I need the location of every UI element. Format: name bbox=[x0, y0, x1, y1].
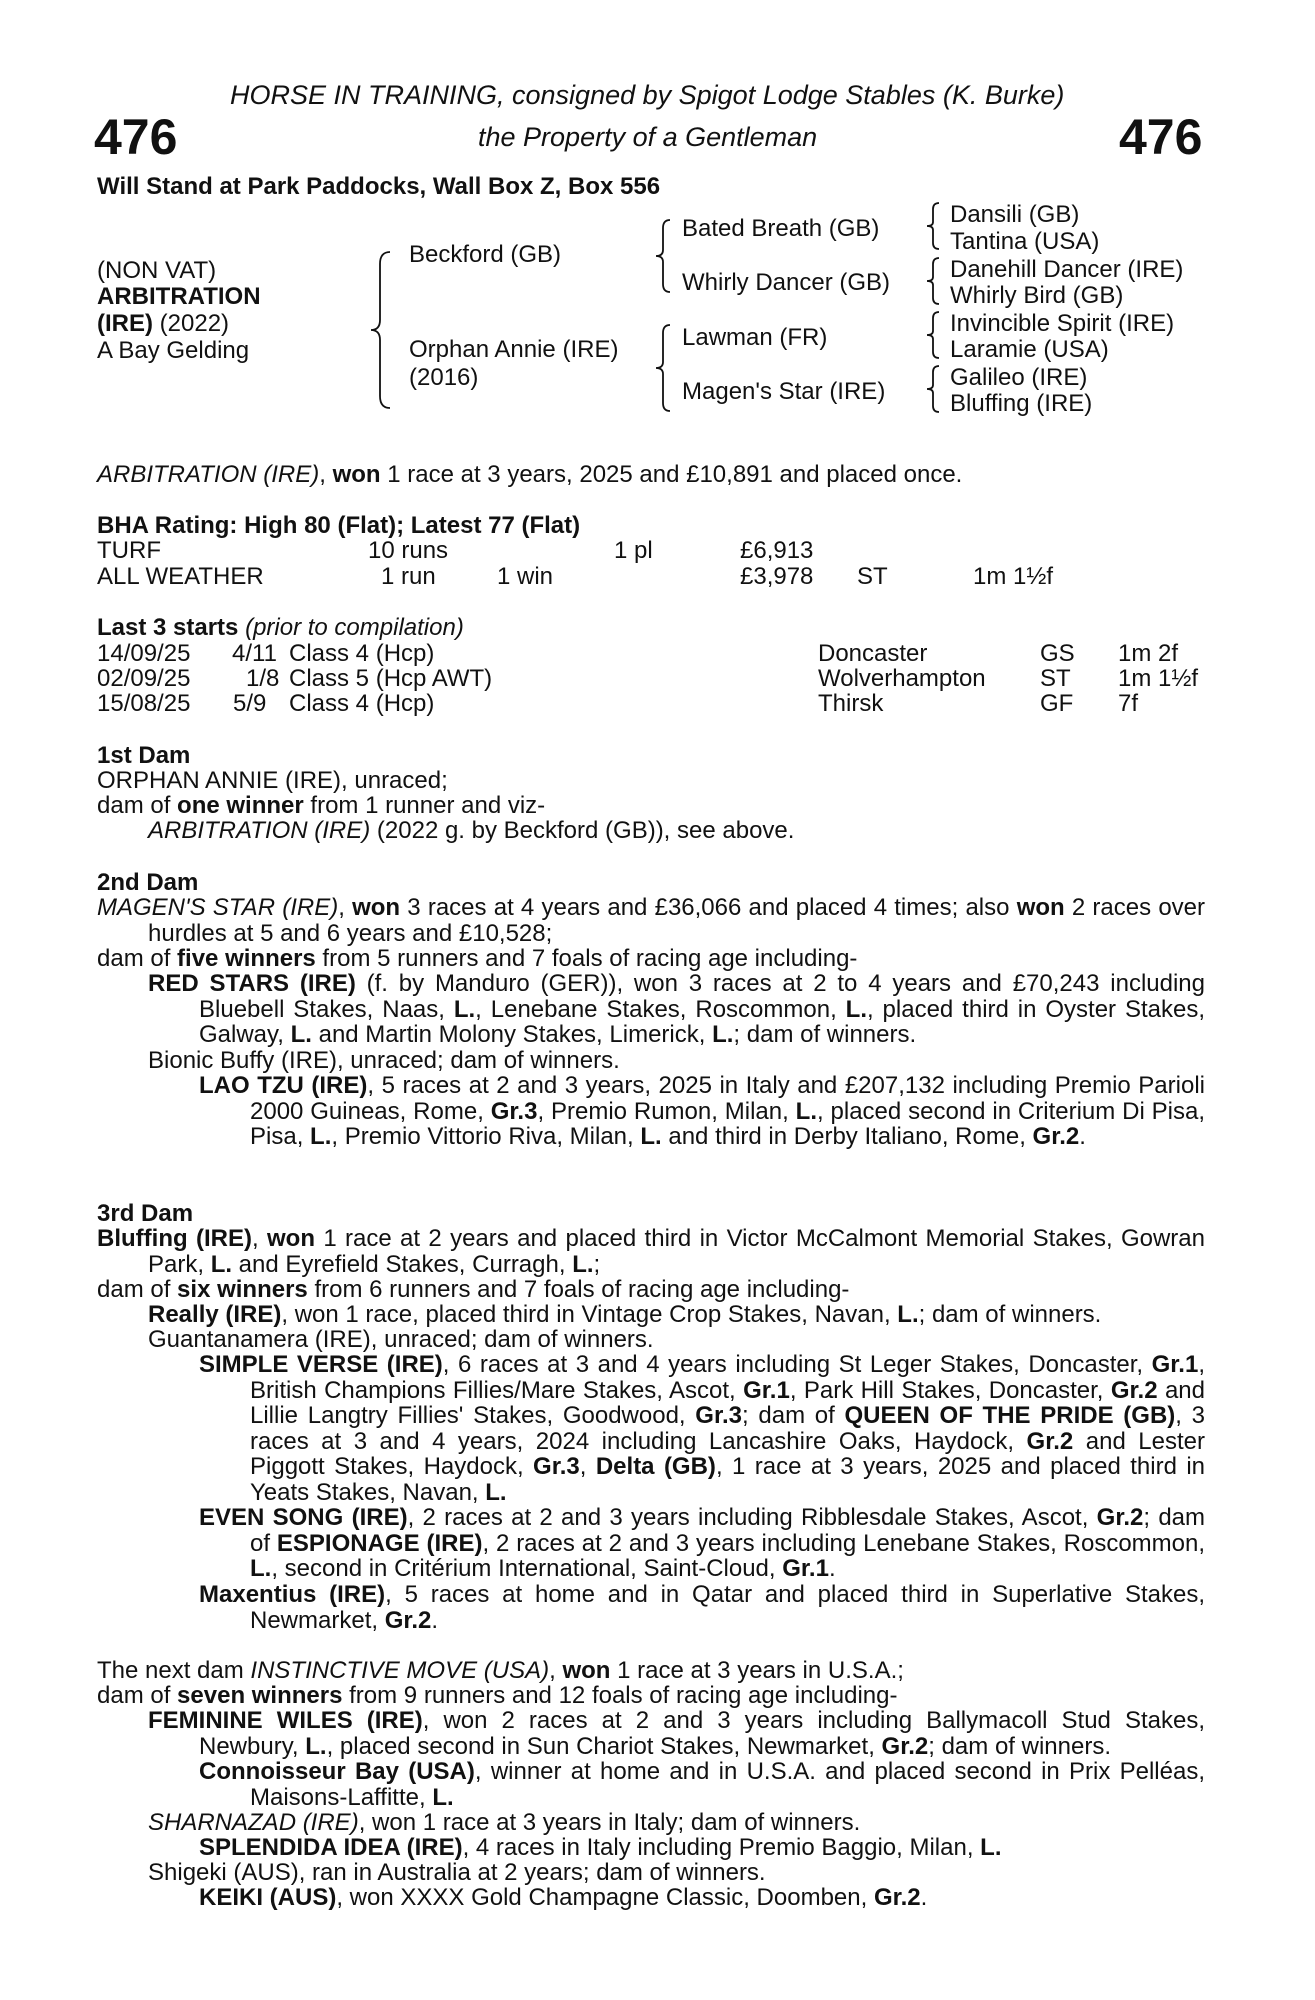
offspring-guantanamera: Guantanamera (IRE), unraced; dam of winners. bbox=[148, 1326, 654, 1353]
dam-name: INSTINCTIVE MOVE (USA) bbox=[250, 1657, 550, 1684]
text: , bbox=[251, 1225, 267, 1252]
first-dam-offspring bbox=[148, 818, 794, 844]
text: , winner at home and in U.S.A. and placed second in Prix Pelléas, Maisons-Laffitte, bbox=[250, 1758, 1206, 1811]
starts-heading bbox=[97, 615, 464, 641]
pedigree-brace-g1 bbox=[925, 201, 941, 251]
grade: L. bbox=[795, 1097, 817, 1125]
offspring-keiki bbox=[199, 1885, 927, 1911]
offspring-name: KEIKI (AUS) bbox=[199, 1884, 337, 1911]
text: from 5 runners and 7 foals of racing age including- bbox=[315, 945, 858, 972]
grade: L. bbox=[980, 1834, 1002, 1861]
text: dam of bbox=[97, 1276, 178, 1303]
offspring-name: Really (IRE) bbox=[148, 1301, 282, 1328]
sire-sire: Bated Breath (GB) bbox=[682, 215, 880, 242]
text: , won 2 races at 2 and 3 years including Ballymacoll Stud Stakes, Newbury, bbox=[199, 1707, 1205, 1760]
grade: L. bbox=[210, 1250, 233, 1278]
text: , Park Hill Stakes, Doncaster, bbox=[789, 1376, 1111, 1404]
text: ; dam of winners. bbox=[928, 1732, 1111, 1760]
pedigree-brace-main bbox=[368, 250, 394, 410]
grade: Gr.3 bbox=[695, 1402, 742, 1429]
grand-8: Bluffing (IRE) bbox=[950, 390, 1093, 417]
won-label: won bbox=[1016, 894, 1065, 921]
grade: L. bbox=[640, 1123, 662, 1150]
text: 2 races over hurdles at 5 and 6 years and £10,528; bbox=[148, 894, 1206, 947]
text: and third in Derby Italiano, Rome, bbox=[661, 1123, 1033, 1150]
offspring-red-stars bbox=[148, 971, 1205, 1048]
start-course: Wolverhampton bbox=[818, 665, 986, 692]
offspring-name: Delta (GB) bbox=[595, 1453, 716, 1480]
dam-year: (2016) bbox=[409, 364, 479, 391]
offspring-name: SIMPLE VERSE (IRE) bbox=[199, 1351, 443, 1378]
grade: L. bbox=[250, 1555, 272, 1582]
offspring-name: Connoisseur Bay (USA) bbox=[199, 1758, 475, 1785]
dam-dam: Magen's Star (IRE) bbox=[682, 378, 886, 405]
horse-description: A Bay Gelding bbox=[97, 337, 250, 364]
offspring-name: Maxentius (IRE) bbox=[199, 1581, 386, 1608]
start-distance: 1m 2f bbox=[1118, 640, 1179, 667]
second-dam-title: 2nd Dam bbox=[97, 869, 199, 896]
sire: Beckford (GB) bbox=[409, 241, 562, 268]
offspring-lao-tzu bbox=[199, 1073, 1205, 1150]
grade: L. bbox=[453, 995, 476, 1023]
grand-4: Whirly Bird (GB) bbox=[950, 282, 1124, 309]
winners-count: six winners bbox=[177, 1276, 308, 1303]
offspring-name: FEMININE WILES (IRE) bbox=[148, 1707, 423, 1734]
grand-3: Danehill Dancer (IRE) bbox=[950, 256, 1184, 283]
text: . bbox=[431, 1606, 439, 1634]
grade: L. bbox=[845, 995, 867, 1023]
grade: Gr.3 bbox=[533, 1453, 580, 1480]
third-dam-title: 3rd Dam bbox=[97, 1200, 194, 1227]
offspring-sharnazad bbox=[148, 1810, 860, 1836]
offspring-bionic-buffy: Bionic Buffy (IRE), unraced; dam of winners. bbox=[148, 1047, 620, 1074]
text: ; dam of winners. bbox=[918, 1301, 1102, 1328]
text: ; dam of winners. bbox=[733, 1021, 917, 1048]
start-class: Class 4 (Hcp) bbox=[289, 640, 435, 667]
second-dam-produce bbox=[97, 946, 857, 972]
vat-status: (NON VAT) bbox=[97, 257, 217, 284]
grade: Gr.2 bbox=[384, 1606, 432, 1634]
text: and Martin Molony Stakes, Limerick, bbox=[311, 1021, 713, 1048]
grade: L. bbox=[485, 1478, 507, 1506]
grade: Gr.2 bbox=[1026, 1427, 1074, 1455]
text: . bbox=[920, 1884, 928, 1911]
grand-5: Invincible Spirit (IRE) bbox=[950, 310, 1175, 337]
pedigree-brace-g2 bbox=[925, 256, 941, 306]
offspring-connoisseur-bay bbox=[199, 1759, 1205, 1810]
text: . bbox=[828, 1555, 836, 1582]
start-position: 5/9 bbox=[233, 690, 267, 717]
dam-name: Bluffing (IRE) bbox=[97, 1225, 252, 1252]
text: , bbox=[549, 1657, 563, 1684]
winners-count: seven winners bbox=[177, 1682, 343, 1709]
text: ; dam of bbox=[742, 1402, 845, 1429]
offspring-feminine-wiles bbox=[148, 1708, 1205, 1759]
text: and Lester Piggott Stakes, Haydock, bbox=[250, 1427, 1205, 1480]
rating-surface-1: TURF bbox=[97, 537, 161, 564]
text: The next dam bbox=[97, 1657, 251, 1684]
text: , placed third in Oyster Stakes, Galway, bbox=[199, 995, 1205, 1048]
start-course: Thirsk bbox=[818, 690, 884, 717]
first-dam-produce bbox=[97, 793, 545, 819]
rating-title: BHA Rating: High 80 (Flat); Latest 77 (Flat) bbox=[97, 512, 581, 539]
grade: Gr.1 bbox=[1151, 1351, 1199, 1378]
winners-count: five winners bbox=[177, 945, 316, 972]
pedigree-brace-sire bbox=[653, 218, 673, 294]
start-date: 14/09/25 bbox=[97, 640, 191, 667]
grade: L. bbox=[290, 1021, 312, 1048]
next-dam-produce bbox=[97, 1683, 897, 1709]
text: , 6 races at 3 and 4 years including St Leger Stakes, Doncaster, bbox=[442, 1351, 1152, 1378]
grade: Gr.2 bbox=[1096, 1504, 1144, 1531]
offspring-name: SHARNAZAD (IRE) bbox=[148, 1809, 359, 1836]
offspring-name: QUEEN OF THE PRIDE (GB) bbox=[844, 1402, 1176, 1429]
text: from 6 runners and 7 foals of racing age including- bbox=[307, 1276, 850, 1303]
start-position: 1/8 bbox=[246, 665, 280, 692]
starts-subtitle: (prior to compilation) bbox=[245, 614, 464, 641]
text: and Lillie Langtry Fillies' Stakes, Goodwood, bbox=[250, 1376, 1205, 1429]
grade: L. bbox=[897, 1301, 919, 1328]
text: , 4 races in Italy including Premio Baggio, Milan, bbox=[462, 1834, 981, 1861]
rating-distance-2: 1m 1½f bbox=[973, 563, 1054, 590]
text: (f. by Manduro (GER)), won 3 races at 2 to 4 years and £70,243 including Bluebell Stakes, Naas, bbox=[199, 970, 1206, 1023]
horse-name: ARBITRATION bbox=[97, 283, 261, 310]
pedigree-brace-dam bbox=[653, 323, 673, 413]
text: , won XXXX Gold Champagne Classic, Doomben, bbox=[336, 1884, 874, 1911]
offspring-even-song bbox=[199, 1505, 1205, 1582]
offspring-name: ARBITRATION (IRE) bbox=[148, 817, 371, 844]
pedigree-brace-g3 bbox=[925, 310, 941, 360]
sire-dam: Whirly Dancer (GB) bbox=[682, 269, 891, 296]
rating-runs-2: 1 run bbox=[381, 563, 436, 590]
rating-runs-1: 10 runs bbox=[368, 537, 449, 564]
horse-country: (IRE) bbox=[97, 310, 153, 337]
grade: L. bbox=[310, 1123, 332, 1150]
rating-going-2: ST bbox=[857, 563, 888, 590]
text: , 2 races at 2 and 3 years including Lenebane Stakes, Roscommon, bbox=[482, 1529, 1206, 1557]
text: , Premio Rumon, Milan, bbox=[537, 1097, 796, 1125]
grade: Gr.2 bbox=[873, 1884, 921, 1911]
grade: L. bbox=[305, 1732, 327, 1760]
grand-2: Tantina (USA) bbox=[950, 228, 1100, 255]
grade: Gr.1 bbox=[743, 1376, 790, 1404]
text: ; bbox=[593, 1250, 601, 1278]
grand-7: Galileo (IRE) bbox=[950, 364, 1088, 391]
start-date: 02/09/25 bbox=[97, 665, 191, 692]
rating-prize-2: £3,978 bbox=[740, 563, 814, 590]
start-class: Class 4 (Hcp) bbox=[289, 690, 435, 717]
text: , 2 races at 2 and 3 years including Ribblesdale Stakes, Ascot, bbox=[407, 1504, 1097, 1531]
next-dam-record bbox=[97, 1658, 904, 1684]
grand-6: Laramie (USA) bbox=[950, 336, 1109, 363]
summary-horse: ARBITRATION (IRE) bbox=[97, 461, 320, 488]
text: , bbox=[338, 894, 353, 921]
text: dam of bbox=[97, 792, 178, 819]
start-going: GS bbox=[1040, 640, 1075, 667]
second-dam-record bbox=[97, 895, 1205, 946]
text: , bbox=[579, 1453, 596, 1480]
text: , won 1 race at 3 years in Italy; dam of winners. bbox=[358, 1809, 861, 1836]
winners-count: one winner bbox=[177, 792, 304, 819]
text: from 1 runner and viz- bbox=[303, 792, 546, 819]
text: 1 race at 3 years in U.S.A.; bbox=[610, 1657, 904, 1684]
text: from 9 runners and 12 foals of racing age including- bbox=[342, 1682, 898, 1709]
text: , won 1 race, placed third in Vintage Crop Stakes, Navan, bbox=[281, 1301, 898, 1328]
offspring-name: RED STARS (IRE) bbox=[148, 970, 356, 997]
grade: Gr.2 bbox=[1110, 1376, 1158, 1404]
text: and Eyrefield Stakes, Curragh, bbox=[232, 1250, 573, 1278]
consignor-line: HORSE IN TRAINING, consigned by Spigot Lodge Stables (K. Burke) bbox=[230, 80, 1065, 110]
horse-suffix-year bbox=[97, 311, 229, 337]
start-going: GF bbox=[1040, 690, 1074, 717]
grade: Gr.1 bbox=[782, 1555, 829, 1582]
grade: Gr.2 bbox=[881, 1732, 929, 1760]
summary-rest: 1 race at 3 years, 2025 and £10,891 and placed once. bbox=[387, 461, 963, 488]
grade: L. bbox=[432, 1783, 454, 1811]
text: 3 races at 4 years and £36,066 and placed 4 times; also bbox=[400, 894, 1017, 921]
horse-year: (2022) bbox=[159, 310, 230, 337]
start-position: 4/11 bbox=[232, 640, 277, 667]
rating-prize-1: £6,913 bbox=[740, 537, 814, 564]
third-dam-record bbox=[97, 1226, 1205, 1277]
grand-1: Dansili (GB) bbox=[950, 201, 1080, 228]
text: , placed second in Criterium Di Pisa, Pisa, bbox=[250, 1097, 1206, 1150]
start-going: ST bbox=[1040, 665, 1071, 692]
won-label: won bbox=[562, 1657, 611, 1684]
start-date: 15/08/25 bbox=[97, 690, 191, 717]
text: dam of bbox=[97, 1682, 178, 1709]
text: . bbox=[1079, 1123, 1086, 1150]
owner-line: the Property of a Gentleman bbox=[478, 122, 818, 152]
offspring-maxentius bbox=[199, 1582, 1205, 1633]
text: dam of bbox=[97, 945, 178, 972]
rating-wins-2: 1 win bbox=[497, 563, 554, 590]
rating-placed-1: 1 pl bbox=[614, 537, 653, 564]
grade: Gr.3 bbox=[490, 1097, 538, 1125]
starts-title: Last 3 starts bbox=[97, 614, 239, 641]
offspring-splendida-idea bbox=[199, 1835, 1002, 1861]
dam-name: MAGEN'S STAR (IRE) bbox=[97, 894, 339, 921]
offspring-really bbox=[148, 1302, 1101, 1328]
summary-won: won bbox=[332, 461, 381, 488]
start-distance: 7f bbox=[1118, 690, 1139, 717]
text: , British Champions Fillies/Mare Stakes, Ascot, bbox=[250, 1351, 1205, 1404]
text: ; dam of bbox=[250, 1504, 1206, 1557]
grade: Gr.2 bbox=[1032, 1123, 1080, 1150]
text: (2022 g. by Beckford (GB)), see above. bbox=[370, 817, 795, 844]
text: , 5 races at home and in Qatar and placed third in Superlative Stakes, Newmarket, bbox=[250, 1581, 1205, 1634]
offspring-name: LAO TZU (IRE) bbox=[199, 1072, 368, 1099]
won-label: won bbox=[352, 894, 401, 921]
text: , 3 races at 3 and 4 years, 2024 including Lancashire Oaks, Haydock, bbox=[250, 1402, 1206, 1455]
grade: L. bbox=[712, 1021, 734, 1048]
offspring-name: SPLENDIDA IDEA (IRE) bbox=[199, 1834, 463, 1861]
offspring-shigeki: Shigeki (AUS), ran in Australia at 2 years; dam of winners. bbox=[148, 1859, 766, 1886]
first-dam-title: 1st Dam bbox=[97, 742, 191, 769]
text: , 1 race at 3 years, 2025 and placed third in Yeats Stakes, Navan, bbox=[250, 1453, 1206, 1506]
text: , second in Critérium International, Saint-Cloud, bbox=[271, 1555, 783, 1582]
offspring-name: EVEN SONG (IRE) bbox=[199, 1504, 408, 1531]
text: , Premio Vittorio Riva, Milan, bbox=[331, 1123, 641, 1150]
pedigree-brace-g4 bbox=[925, 364, 941, 414]
offspring-name: ESPIONAGE (IRE) bbox=[276, 1529, 483, 1557]
start-class: Class 5 (Hcp AWT) bbox=[289, 665, 493, 692]
won-label: won bbox=[266, 1225, 315, 1252]
offspring-simple-verse bbox=[199, 1352, 1205, 1505]
text: , 5 races at 2 and 3 years, 2025 in Italy and £207,132 including Premio Parioli 2000 Guineas, Rome, bbox=[250, 1072, 1205, 1125]
dam-sire: Lawman (FR) bbox=[682, 324, 828, 351]
text: , Lenebane Stakes, Roscommon, bbox=[475, 995, 846, 1023]
text: 1 race at 2 years and placed third in Victor McCalmont Memorial Stakes, Gowran Park, bbox=[148, 1225, 1205, 1278]
dam: Orphan Annie (IRE) bbox=[409, 336, 619, 363]
grade: L. bbox=[572, 1250, 594, 1278]
text: , placed second in Sun Chariot Stakes, Newmarket, bbox=[326, 1732, 882, 1760]
start-course: Doncaster bbox=[818, 640, 928, 667]
race-summary: ARBITRATION (IRE), won 1 race at 3 years, 2025 and £10,891 and placed once. bbox=[97, 461, 963, 488]
first-dam-line: ORPHAN ANNIE (IRE), unraced; bbox=[97, 767, 448, 794]
lot-number-left: 476 bbox=[94, 109, 178, 165]
stand-location: Will Stand at Park Paddocks, Wall Box Z, Box 556 bbox=[97, 173, 661, 200]
rating-surface-2: ALL WEATHER bbox=[97, 563, 264, 590]
third-dam-produce bbox=[97, 1277, 849, 1303]
lot-number-right: 476 bbox=[1119, 109, 1203, 165]
start-distance: 1m 1½f bbox=[1118, 665, 1199, 692]
